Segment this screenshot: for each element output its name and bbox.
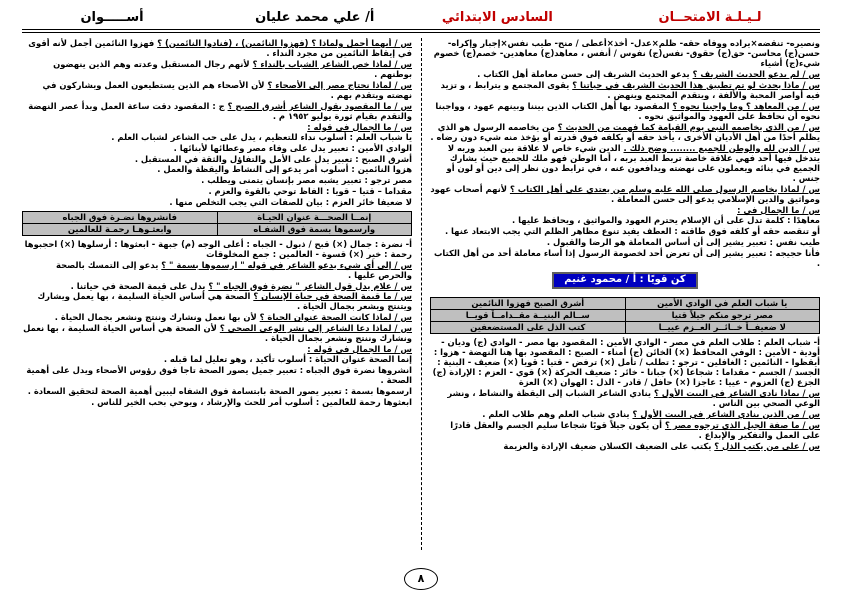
vocab-paragraph: أ- شباب العلم : طلاب العلم في مصر - الوادي الأمين : المقصود بها مصر - الوادي (ج) وديان - أودية - الأمين : الوفي المحافظ (×) الخائن (ج) أمناء - الصبح : المقصود بها هنا النهضة - هزوا : أيقظوا - النائمين : الغافلين - ترجو : تطلب / تأمل (×) ترفض - قتيا : قويا (×) ضعيف - البنية : الجسد / الجسم - مقداما : شجاعا (×) جبانا - خائر : ضعيف الحركة (×) قوي - العزم : الإرادة (ج) الجزع (ج) العزوم - عييا : عاجزا (×) حافل / قادر - الذل : الهوان (×) العزة	[432, 336, 820, 388]
answer: من يخاصمه الرسول هو الذي يظلم أحدًا من أهل الأديان الأخرى ، يأخذ حقه أو يكلفه فوق قدرته أو يؤخذ منه شيء دون رضاه .	[430, 121, 820, 142]
poem-verse: أشرق الصبح فهزوا النائمين	[431, 297, 626, 309]
rhetoric-item: أشرق الصبح : تعبير يدل على الأمل والتفاؤل والثقة في المستقبل .	[134, 153, 412, 164]
question: س / لماذا كانت الصحة عنوان الحياة ؟	[259, 312, 412, 323]
header-rule-bottom	[22, 32, 820, 33]
answer: الدين شيء خاص لا علاقة بين العبد وربه لا يتدخل فيها أحد فهي علاقة خاصة تربط العبد بربه ، أما الوطن فهو ملك للجميع حيث يشارك الجميع في بنائه ويعملون على نهضته ويدافعون عنه ، في ترابط دون نظر إلى دين أو لون أو جنس .	[446, 142, 820, 184]
answer: يكتب على الضعيف الكسلان ضعيف الإرادة والعزيمة	[503, 440, 712, 451]
qa-item	[22, 59, 412, 79]
question: س / لم يدعو الحديث الشريف ؟	[692, 69, 820, 80]
answer: لأنهم رجال المستقبل وعدته وهم الذين ينهضون بوطنهم .	[53, 58, 412, 80]
poem-verse: فانشروها نضـرة فوق الجباه	[23, 211, 218, 223]
question: س / من المعاهد ؟ وما واجبنا نحوه ؟	[672, 100, 820, 111]
rhetoric-item: ارسموها بسمة : تعبير يصور الصحة بابتسامة فوق الشفاه ليبين أهمية الصحة لتحقيق السعادة .	[27, 386, 412, 397]
right-column	[430, 38, 820, 550]
rhetoric-item: معاهدًا : كلمة تدل على أن الإسلام يحترم العهود والمواثيق ، ويحافظ عليها .	[512, 215, 820, 226]
question: س / لماذا يخاصم الرسول صلى الله عليه وسلم من يعتدي على أهل الكتاب ؟	[509, 183, 820, 194]
vocab-paragraph: أ- نضرة : جمال (×) قبح / ذبول - الجباه : أعلى الوجه (م) جبهة - ابعثوها : أرسلوها (×) احجبوها رحمة : خير (×) قسوة - العالمين : جمع المخلوقات	[24, 238, 412, 259]
poem-row	[23, 211, 412, 223]
poem-box	[430, 297, 820, 334]
question: س / الدين لله والوطن للجميع ........ وضح ذلك .	[623, 142, 820, 153]
header-teacher: أ/ علي محمد عليان	[255, 9, 375, 25]
qa-item	[430, 388, 820, 408]
answer: يدعو إلى التمسك بالصحة والحرص عليها .	[55, 259, 412, 280]
poem-verse: وابعثـوهـا رحمـة للعالمين	[23, 223, 218, 235]
qa-item	[22, 323, 412, 343]
answer: لأن الأصحاء هم الذين يستطيعون العمل ويشاركون في نهضته ويتقدم بهم .	[42, 79, 412, 101]
question: س / لماذا دعا الشاعر إلى نشر الوعي الصحي ؟	[219, 322, 412, 333]
poem-verse: إنمــا الصحـــة عنوان الحيـاة	[217, 211, 412, 223]
question: س / إلى أي شيء يدعو الشاعر في قوله " ارسموها بسمة " ؟	[161, 259, 412, 270]
header-grade: السادس الابتدائي	[441, 9, 553, 25]
question: س / أيهما أجمل ولماذا ؟ (فهزوا النائمين) ، (فنادوا النائمين) ؟	[157, 38, 412, 48]
header-rule-top	[22, 29, 820, 30]
question: س / ماذا يحدث لو تم تطبيق هذا الحديث الشريف في حياتنا ؟	[572, 79, 820, 90]
rhetoric-item: انشروها نضرة فوق الجباه : تعبير جميل يصور الصحة تاجا فوق رؤوس الأصحاء ويدل على أهمية الصحة .	[26, 365, 412, 386]
qa-item	[430, 80, 820, 100]
rhetoric-item: مقداما – قتيا – قويا : الفاظ توحي بالقوة والعزم .	[208, 185, 412, 196]
poem-verse: ســالم البنيــة مقــدامــاً قويــا	[431, 309, 626, 321]
rhetoric-item: طيب نفس : تعبير يشير إلى أن أساس المعاملة هو الرضا والقبول .	[546, 236, 820, 247]
answer: المقصود بها أهل الكتاب الذين بيننا وبينهم عهود ، وواجبنا نحوه أن نحافظ على العهود والمواثيق نحوه .	[435, 100, 820, 121]
rhetoric-item: أو تنقصه حقه أو كلفه فوق طاقته : العطف يفيد تنوع مظاهر الظلم التي يجب الابتعاد عنها .	[444, 226, 820, 237]
answer: الصحة هي أساس الحياة السليمة ، بها يعمل ويشارك ويتنتج ويشعر بجمال الحياة .	[37, 291, 412, 312]
rhetoric-item: الوادي الأمين : تعبير يدل على وفاء مصر وعطائها لأبنائها .	[173, 143, 412, 154]
rhetoric-item: هزوا النائمين : أسلوب أمر يدعو إلى النشاط واليقظة والعمل .	[157, 164, 412, 175]
question: س / علام يدل قول الشاعر " نضرة فوق الجباه " ؟	[208, 280, 412, 291]
qa-item	[430, 420, 820, 440]
qa-item	[22, 38, 412, 58]
qa-item	[22, 281, 412, 291]
poem-verse: لا ضعيفــاً خــائــر العــزم عييــا	[625, 321, 820, 333]
answer: يدل على قيمة الصحة في حياتنا .	[70, 280, 206, 291]
answer: لأنهم أصحاب عهود ومواثيق والدين الإسلامي يدعو إلى حسن المعاملة .	[430, 183, 820, 205]
answer: لأن الصحة هي أساس الحياة السليمة ، بها نعمل ونشارك وننتج ونشعر بجمال الحياة .	[23, 322, 412, 344]
poem-title-wrap	[430, 268, 820, 292]
header-city: أســـــوان	[80, 9, 144, 25]
qa-item	[22, 260, 412, 280]
left-column	[22, 38, 412, 550]
answer: يقوى المجتمع و يترابط ، و تزيد فيه أواصر المحبة والألفة ، ويتقدم المجتمع وينهض .	[440, 79, 820, 101]
answer: ج : المقصود دقت ساعة العمل وبدأ عصر النهضة والتقدم بقيام ثورة يوليو ١٩٥٢ م .	[28, 100, 412, 121]
answer: فهزوا النائمين أجمل لأنه أقوى في إيقاظ النائمين من مجرد النداء .	[28, 38, 412, 59]
poem-row	[23, 223, 412, 235]
column-divider	[421, 38, 422, 550]
question: س / بماذا نادى الشاعر في البيت الأول ؟	[653, 388, 820, 399]
poem-verse: مصر ترجو منكم جيلاً قتيا	[625, 309, 820, 321]
rhetoric-item: لا ضعيفا خائر العزم : بيان للصفات التي يجب التخلص منها .	[169, 196, 412, 207]
qa-item	[430, 143, 820, 184]
answer: أن يكون جيلاً قويًا شجاعا سليم الجسم والعقل قادرًا على العمل والتفكير والإبداع .	[450, 419, 820, 440]
rhetoric-item: ابعثوها رحمة للعالمين : أسلوب أمر للحث والإرشاد ، ويوحي بحب الخير للناس .	[91, 396, 412, 407]
question: س / لماذا نحتاج مصر إلى الأصحاء ؟	[267, 79, 412, 90]
poem-verse: كتب الذل على المستضعفين	[431, 321, 626, 333]
header-title: لـيـلـة الامتحــان	[658, 9, 762, 25]
poem-row	[431, 297, 820, 309]
question: س / ما المقصود بقول الشاعر أشرق الصبح ؟	[227, 100, 412, 111]
qa-item	[430, 101, 820, 121]
answer: ينادي شباب العلم وهم طلاب العلم .	[482, 409, 630, 420]
rhetoric-item: يا شباب العلم : أسلوب نداء للتعظيم ، يدل على حب الشاعر لشباب العلم .	[111, 132, 412, 143]
qa-item	[430, 409, 820, 419]
answer: يدعو الحديث الشريف إلى حسن معاملة أهل الكتاب .	[477, 69, 690, 80]
poem-row	[431, 321, 820, 333]
poem-box	[22, 211, 412, 236]
rhetoric-item: إنما الصحة عنوان الحياة : أسلوب تأكيد ، وهو تعليل لما قبله .	[163, 354, 412, 365]
question: س / لماذا خص الشاعر الشباب بالنداء ؟	[252, 58, 412, 69]
qa-item	[22, 291, 412, 311]
poem-verse: وارسموها بسمة فوق الشفـاه	[217, 223, 412, 235]
question: س / ما الجمال في :	[737, 204, 820, 215]
question: س / من الذي يخاصمه النبي يوم القيامة كما فهمت من الحديث ؟	[557, 121, 820, 132]
question: س / على من يكتب الذل ؟	[714, 440, 820, 451]
question: س / ما الجمال في قوله :	[307, 343, 412, 354]
poem-title-badge: كن قويًا : أ / محمود غنيم	[552, 272, 697, 288]
answer: لأن بها نعمل ونشارك وننتج ونشعر بجمال الحياة .	[54, 312, 257, 323]
rhetoric-item: فأنا حجيجه : تعبير يشير إلى أن تعرض أحد لخصومة الرسول إذا أساء معاملة أحد من أهل الكتاب .	[434, 247, 820, 268]
qa-item	[22, 312, 412, 322]
poem-row	[431, 309, 820, 321]
question: س / من الذين ينادي الشاعر في البيت الأول ؟	[632, 409, 820, 420]
page-header	[22, 6, 820, 28]
qa-item	[430, 441, 820, 451]
vocab-paragraph: ونصيره- تنقضه×يراده ووفاه حقه- ظلم×عدل- أخذ×أعطى / منح- طيب نفس×إجبار وإكراه- حسن(ج) محاسن- حق(ج) حقوق- نفس(ج) نفوس / أنفس ، معاهد(ج) معاهدين- خصم(ج) خصوم شيء(ج) أشياء	[433, 38, 820, 69]
question: س / ما الجمال في قوله :	[307, 121, 412, 132]
qa-item	[430, 184, 820, 204]
qa-item	[22, 101, 412, 121]
answer: ينادي الشاعر الشباب إلى اليقظة والنشاط ، ونشر الوعي الصحي بين الناس .	[447, 388, 820, 409]
question: س / ما قيمة الصحة في حياة الإنسان ؟	[253, 291, 412, 302]
rhetoric-item: مصر ترجو : تعبير يشبه مصر بإنسان يتمنى ويطلب .	[201, 175, 412, 186]
qa-item	[22, 80, 412, 100]
poem-verse: يا شباب العلم في الوادي الأمين	[625, 297, 820, 309]
page-number: ٨	[404, 568, 438, 590]
qa-item	[430, 69, 820, 79]
question: س / ما صفة الجيل الذي ترجوه مصر ؟	[664, 419, 820, 430]
qa-item	[430, 122, 820, 142]
